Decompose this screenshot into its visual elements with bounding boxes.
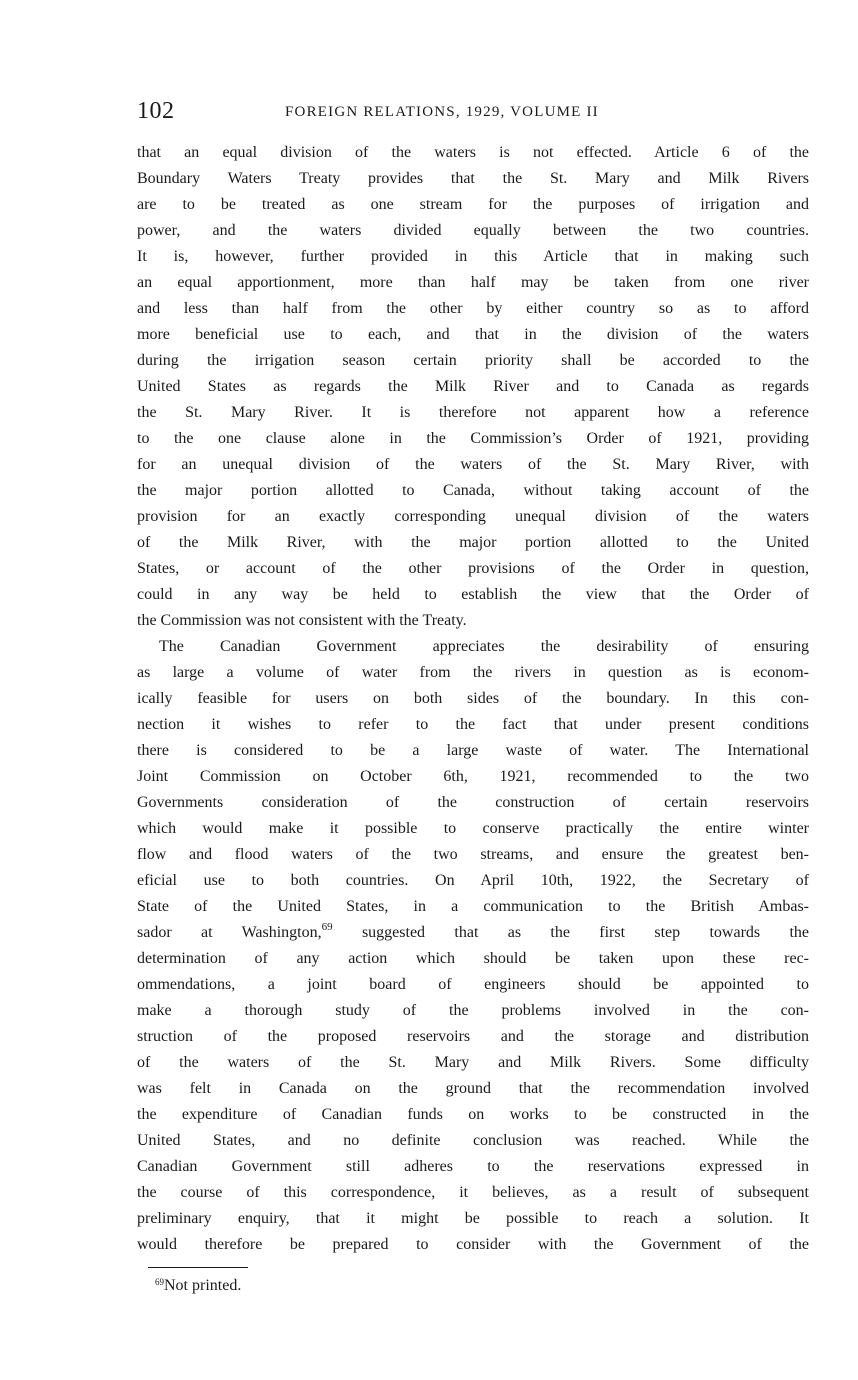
text-line: was felt in Canada on the ground that the recommendation involved	[137, 1080, 809, 1097]
text-line: ommendations, a joint board of engineers should be appointed to	[137, 976, 809, 993]
text-line: flow and flood waters of the two streams, and ensure the greatest ben-	[137, 846, 809, 863]
text-line: the Commission was not consistent with the Treaty.	[137, 612, 467, 629]
line-start: sador at Washington,	[137, 924, 322, 941]
text-line: Boundary Waters Treaty provides that the St. Mary and Milk Rivers	[137, 170, 809, 187]
page-number: 102	[137, 98, 175, 124]
footnote	[155, 1277, 241, 1295]
text-line-with-footnote	[137, 921, 810, 950]
text-line: provision for an exactly corresponding unequal division of the waters	[137, 508, 809, 525]
text-line: Joint Commission on October 6th, 1921, recommended to the two	[137, 768, 809, 785]
text-line: Canadian Government still adheres to the reservations expressed in	[137, 1158, 809, 1175]
text-line: State of the United States, in a communication to the British Ambas-	[137, 898, 809, 915]
body-text	[137, 144, 809, 1262]
text-line: nection it wishes to refer to the fact that under present conditions	[137, 716, 809, 733]
line-end: suggested that as the first step towards the	[332, 924, 810, 941]
paragraph-2	[137, 638, 809, 1262]
text-line: ically feasible for users on both sides of the boundary. In this con-	[137, 690, 809, 707]
text-line: and less than half from the other by either country so as to afford	[137, 300, 809, 317]
text-line: the St. Mary River. It is therefore not apparent how a reference	[137, 404, 809, 421]
running-head	[137, 98, 809, 132]
text-line: determination of any action which should be taken upon these rec-	[137, 950, 809, 967]
text-line: United States as regards the Milk River and to Canada as regards	[137, 378, 809, 395]
text-line: The Canadian Government appreciates the desirability of ensuring	[159, 638, 809, 655]
text-line: the expenditure of Canadian funds on works to be constructed in the	[137, 1106, 809, 1123]
text-line: the course of this correspondence, it believes, as a result of subsequent	[137, 1184, 809, 1201]
text-line: of the waters of the St. Mary and Milk Rivers. Some difficulty	[137, 1054, 809, 1071]
text-line: are to be treated as one stream for the purposes of irrigation and	[137, 196, 809, 213]
footnote-text: Not printed.	[164, 1277, 242, 1294]
text-line: for an unequal division of the waters of the St. Mary River, with	[137, 456, 809, 473]
text-line: the major portion allotted to Canada, without taking account of the	[137, 482, 809, 499]
text-line: to the one clause alone in the Commission’s Order of 1921, providing	[137, 430, 809, 447]
text-line: that an equal division of the waters is not effected. Article 6 of the	[137, 144, 809, 161]
paragraph-1	[137, 144, 809, 638]
footnote-reference[interactable]: 69	[321, 921, 333, 933]
text-line: States, or account of the other provisions of the Order in question,	[137, 560, 809, 577]
text-line: could in any way be held to establish the view that the Order of	[137, 586, 809, 603]
document-page	[137, 98, 809, 1262]
text-line: of the Milk River, with the major portion allotted to the United	[137, 534, 809, 551]
running-title: FOREIGN RELATIONS, 1929, VOLUME II	[285, 104, 599, 120]
text-line: United States, and no definite conclusion was reached. While the	[137, 1132, 809, 1149]
text-line: more beneficial use to each, and that in the division of the waters	[137, 326, 809, 343]
text-line: power, and the waters divided equally between the two countries.	[137, 222, 809, 239]
text-line: during the irrigation season certain priority shall be accorded to the	[137, 352, 809, 369]
text-line: an equal apportionment, more than half may be taken from one river	[137, 274, 809, 291]
text-line: which would make it possible to conserve practically the entire winter	[137, 820, 809, 837]
text-line: would therefore be prepared to consider with the Government of the	[137, 1236, 809, 1253]
footnote-divider	[148, 1267, 248, 1268]
text-line: It is, however, further provided in this Article that in making such	[137, 248, 809, 265]
text-line: there is considered to be a large waste of water. The International	[137, 742, 809, 759]
text-line: eficial use to both countries. On April 10th, 1922, the Secretary of	[137, 872, 809, 889]
footnote-marker: 69	[155, 1277, 164, 1287]
text-line: as large a volume of water from the rivers in question as is econom-	[137, 664, 809, 681]
text-line: Governments consideration of the construction of certain reservoirs	[137, 794, 809, 811]
text-line: struction of the proposed reservoirs and the storage and distribution	[137, 1028, 809, 1045]
text-line: preliminary enquiry, that it might be possible to reach a solution. It	[137, 1210, 809, 1227]
text-line: make a thorough study of the problems involved in the con-	[137, 1002, 809, 1019]
